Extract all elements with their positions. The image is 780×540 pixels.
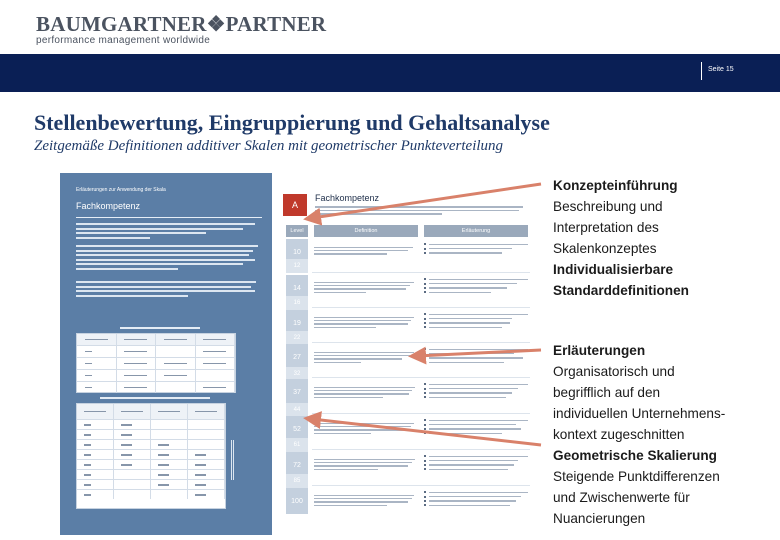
logo-tagline: performance management worldwide — [36, 35, 211, 46]
level-box: 14 — [286, 275, 308, 301]
note-geometric-line: und Zwischenwerte für — [553, 490, 690, 505]
note-geometric-heading: Geometrische Skalierung — [553, 448, 717, 463]
level-box: 72 — [286, 452, 308, 478]
arrow-concept — [312, 184, 541, 218]
note-explanations — [553, 340, 725, 445]
level-box-intermediate: 85 — [286, 474, 308, 488]
note-standard-definitions — [553, 259, 689, 301]
level-box-intermediate: 12 — [286, 259, 308, 273]
note-concept-line: Interpretation des — [553, 220, 659, 235]
level-box-intermediate: 44 — [286, 403, 308, 417]
note-geometric-line: Steigende Punktdifferenzen — [553, 469, 720, 484]
note-explanations-line: kontext zugeschnitten — [553, 427, 685, 442]
note-explanations-line: individuellen Unternehmens- — [553, 406, 726, 421]
arrow-geometric — [312, 419, 541, 445]
note-explanations-heading: Erläuterungen — [553, 343, 646, 358]
column-header-explanation: Erläuterung — [424, 225, 528, 237]
level-box-intermediate: 32 — [286, 367, 308, 381]
column-header-definition: Definition — [314, 225, 418, 237]
note-standard-line: Standarddefinitionen — [553, 283, 689, 298]
note-concept-line: Beschreibung und — [553, 199, 663, 214]
note-explanations-line: begrifflich auf den — [553, 385, 661, 400]
level-box-intermediate: 22 — [286, 331, 308, 345]
note-standard-heading: Individualisierbare — [553, 262, 674, 277]
note-explanations-line: Organisatorisch und — [553, 364, 675, 379]
note-concept-heading: Konzepteinführung — [553, 178, 678, 193]
level-box: 19 — [286, 310, 308, 336]
level-box: 100 — [286, 488, 308, 514]
slide-title: Stellenbewertung, Eingruppierung und Gehaltsanalyse — [34, 110, 550, 135]
left-doc-kicker: Erläuterungen zur Anwendung der Skala — [76, 187, 166, 193]
logo-wordmark: BAUMGARTNER❖PARTNER — [36, 12, 327, 36]
note-geometric-scaling — [553, 445, 720, 529]
slide-subtitle: Zeitgemäße Definitionen additiver Skalen mit geometrischer Punkteverteilung — [34, 138, 504, 154]
left-doc-heading: Fachkompetenz — [76, 201, 141, 211]
level-box: 52 — [286, 416, 308, 442]
note-geometric-line: Nuancierungen — [553, 511, 646, 526]
level-box: 10 — [286, 239, 308, 265]
column-header-level: Level — [286, 225, 308, 237]
level-box: 37 — [286, 379, 308, 405]
page-number: Seite 15 — [708, 66, 734, 73]
arrow-explanations — [417, 350, 541, 356]
level-box-intermediate: 16 — [286, 296, 308, 310]
note-concept — [553, 175, 678, 259]
level-box-intermediate: 61 — [286, 438, 308, 452]
category-badge: A — [283, 194, 307, 216]
level-box: 27 — [286, 344, 308, 370]
right-doc-heading: Fachkompetenz — [315, 193, 380, 203]
note-concept-line: Skalenkonzeptes — [553, 241, 657, 256]
